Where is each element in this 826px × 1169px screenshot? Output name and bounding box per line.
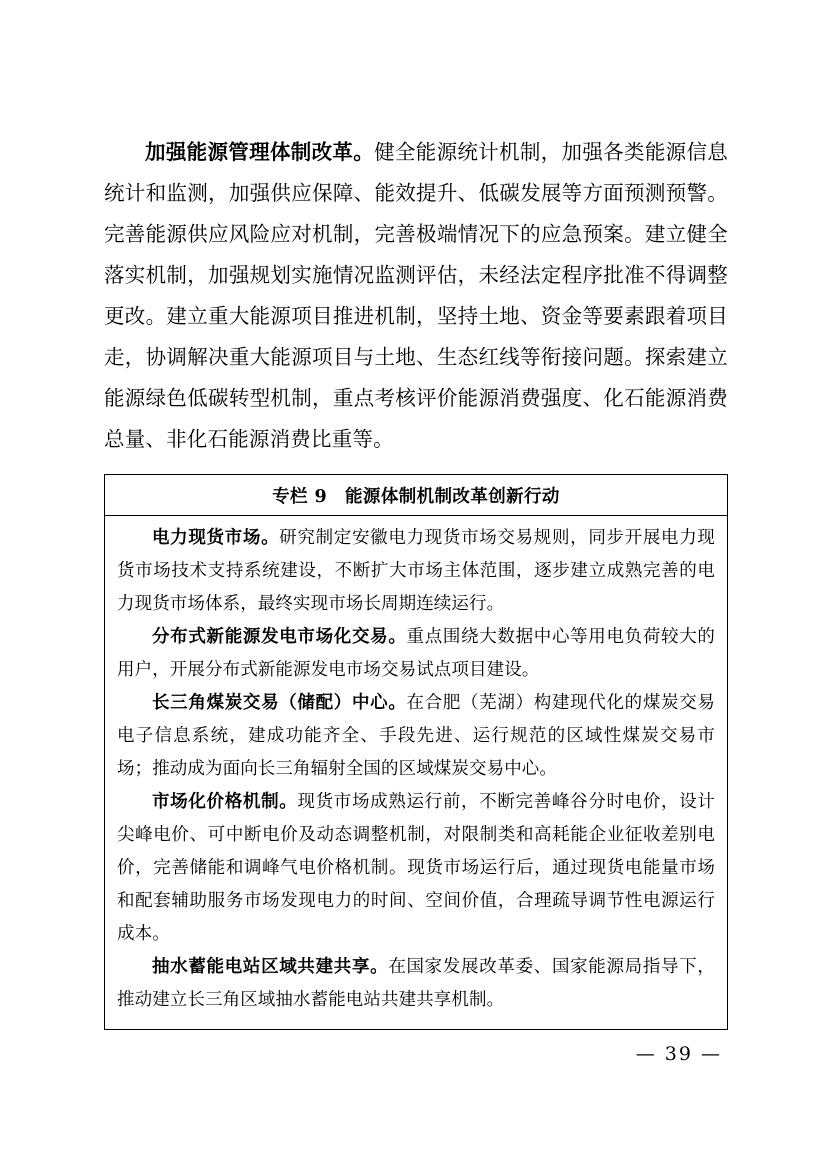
callout-box-body bbox=[105, 516, 727, 1029]
box-paragraph bbox=[117, 687, 715, 786]
box-paragraph bbox=[117, 951, 715, 1017]
box-paragraph-heading: 分布式新能源发电市场化交易。 bbox=[152, 627, 407, 647]
box-paragraph-text: 现货市场成熟运行前，不断完善峰谷分时电价，设计尖峰电价、可中断电价及动态调整机制，对限制类和高耗能企业征收差别电价，完善储能和调峰气电价格机制。现货市场运行后，通过现货电能量市场和配套辅助服务市场发现电力的时间、空间价值，合理疏导调节性电源运行成本。 bbox=[117, 792, 715, 944]
main-paragraph bbox=[104, 132, 728, 460]
box-paragraph-heading: 抽水蓄能电站区域共建共享。 bbox=[152, 957, 389, 977]
box-paragraph-heading: 长三角煤炭交易（储配）中心。 bbox=[152, 693, 407, 713]
box-paragraph-text: 研究制定安徽电力现货市场交易规则，同步开展电力现货市场技术支持系统建设，不断扩大市场主体范围，逐步建立成熟完善的电力现货市场体系，最终实现市场长周期连续运行。 bbox=[117, 528, 715, 614]
callout-box bbox=[104, 474, 728, 1030]
callout-box-label: 专栏 9 bbox=[272, 487, 328, 507]
box-paragraph-heading: 电力现货市场。 bbox=[152, 528, 280, 548]
box-paragraph bbox=[117, 621, 715, 687]
callout-box-heading: 能源体制机制改革创新行动 bbox=[345, 487, 560, 507]
callout-box-title bbox=[105, 475, 727, 516]
page-content bbox=[104, 132, 728, 1030]
box-paragraph-text: 在合肥（芜湖）构建现代化的煤炭交易电子信息系统，建成功能齐全、手段先进、运行规范的区域性煤炭交易市场；推动成为面向长三角辐射全国的区域煤炭交易中心。 bbox=[117, 693, 715, 779]
box-paragraph bbox=[117, 786, 715, 951]
box-paragraph-text: 重点围绕大数据中心等用电负荷较大的用户，开展分布式新能源发电市场交易试点项目建设。 bbox=[117, 627, 715, 680]
main-paragraph-text: 健全能源统计机制，加强各类能源信息统计和监测，加强供应保障、能效提升、低碳发展等方面预测预警。完善能源供应风险应对机制，完善极端情况下的应急预案。建立健全落实机制，加强规划实施情况监测评估，未经法定程序批准不得调整更改。建立重大能源项目推进机制，坚持土地、资金等要素跟着项目走，协调解决重大能源项目与土地、生态红线等衔接问题。探索建立能源绿色低碳转型机制，重点考核评价能源消费强度、化石能源消费总量、非化石能源消费比重等。 bbox=[104, 140, 729, 451]
box-paragraph-heading: 市场化价格机制。 bbox=[152, 792, 298, 812]
box-paragraph-text: 在国家发展改革委、国家能源局指导下，推动建立长三角区域抽水蓄能电站共建共享机制。 bbox=[117, 957, 715, 1010]
main-paragraph-heading: 加强能源管理体制改革。 bbox=[145, 140, 375, 164]
box-paragraph bbox=[117, 522, 715, 621]
page-number: — 39 — bbox=[635, 1043, 722, 1065]
